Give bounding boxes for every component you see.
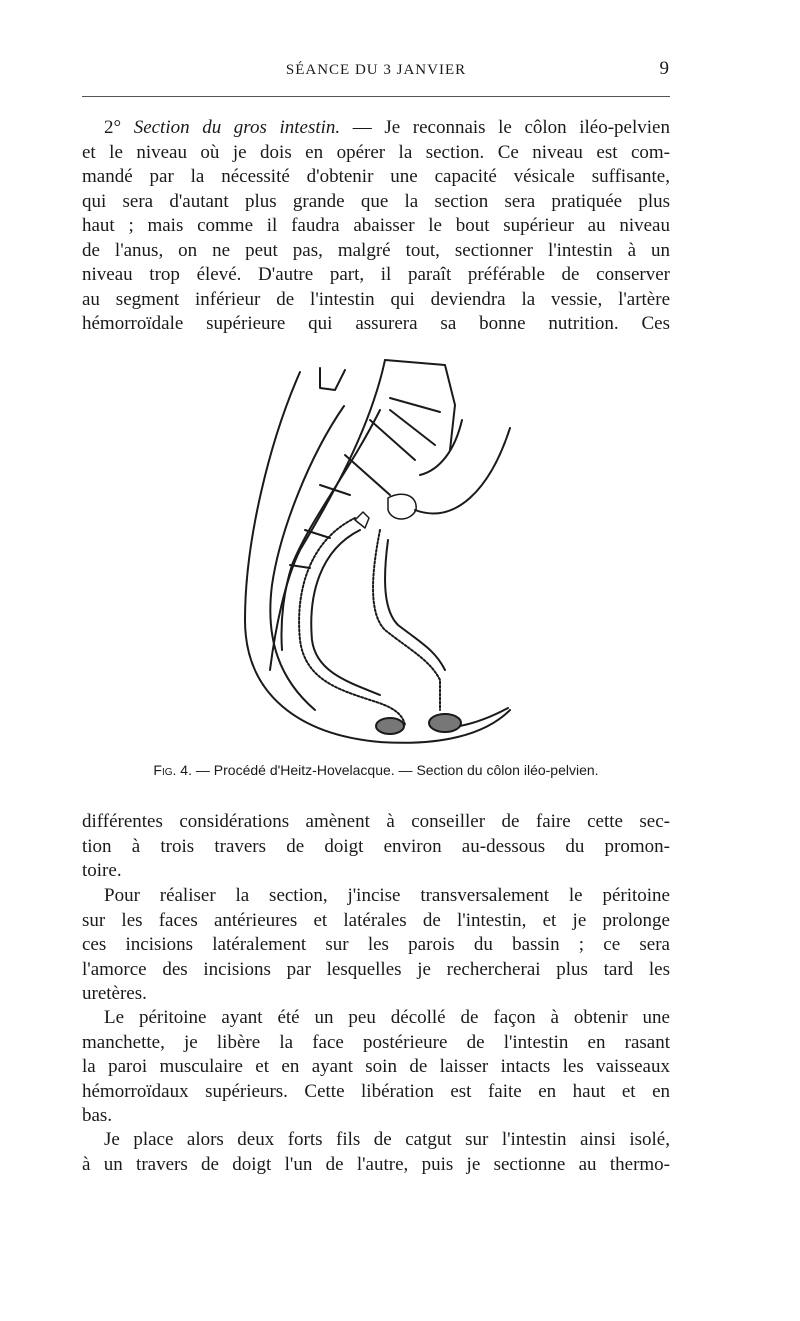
right-upper-curve [420, 420, 462, 475]
paragraph-line: Pour réaliser la section, j'incise transversalement le péritoine [104, 885, 670, 906]
paragraph-line: de l'anus, on ne peut pas, malgré tout, sectionner l'intestin à un [82, 239, 670, 261]
paragraph-peritoine [82, 1006, 670, 1129]
figure-caption-text: — Procédé d'Heitz-Hovelacque. — Section du côlon iléo-pelvien. [192, 762, 599, 778]
figure-label: Fig. 4. [153, 762, 192, 778]
figure-caption [82, 762, 670, 778]
hatched-section-left [376, 718, 404, 734]
paragraph-line: Je place alors deux forts fils de catgut sur l'intestin ainsi isolé, [104, 1129, 670, 1150]
paragraph-line: tion à trois travers de doigt environ au-dessous du promon- [82, 835, 670, 857]
paragraph-line: uretères. [82, 983, 147, 1004]
section-heading: Section du gros intestin. [133, 117, 341, 138]
bowel-segment-line [390, 398, 440, 412]
paragraph-line: haut ; mais comme il faudra abaisser le bout supérieur au niveau [82, 215, 670, 236]
top-left-notch [320, 368, 345, 390]
paragraph-line: hémorroïdale supérieure qui assurera sa bonne nutrition. Ces [82, 313, 670, 334]
paragraph-line: mandé par la nécessité d'obtenir une capacité vésicale suffisante, [82, 166, 670, 187]
rectum-outer [299, 518, 405, 725]
bowel-segment-line [370, 420, 415, 460]
paragraph-line: différentes considérations amènent à conseiller de faire cette sec- [82, 811, 670, 832]
paragraph-line [82, 116, 670, 141]
hatched-section-right [429, 714, 461, 732]
section-number: 2° [104, 117, 134, 138]
paragraph-line: l'amorce des incisions par lesquelles je rechercherai plus tard les [82, 958, 670, 980]
paragraph-line: sur les faces antérieures et latérales de l'intestin, et je prolonge [82, 909, 670, 931]
paragraph-line: toire. [82, 860, 122, 881]
rectum-inner [311, 530, 380, 695]
bowel-inner-wall [281, 410, 380, 650]
bowel-top [385, 360, 455, 450]
section-stump-left [355, 512, 369, 528]
page-number: 9 [659, 58, 670, 79]
paragraph-line: la paroi musculaire et en ayant soin de laisser intacts les vaisseaux [82, 1056, 670, 1077]
running-head [82, 58, 670, 82]
paragraph-continuation [82, 810, 670, 884]
bowel-left-wall [270, 360, 385, 670]
bladder-wall [373, 530, 440, 710]
paragraph-line: bas. [82, 1105, 113, 1126]
running-title: SÉANCE DU 3 JANVIER [285, 62, 467, 78]
paragraph-section-gros-intestin [82, 116, 670, 337]
paragraph-realiser-section [82, 884, 670, 1007]
section-stump-right [388, 494, 416, 519]
header-rule [82, 96, 670, 97]
paragraph-line: et le niveau où je dois en opérer la section. Ce niveau est com- [82, 141, 670, 163]
paragraph-catgut [82, 1128, 670, 1177]
anatomical-figure [240, 350, 540, 750]
bowel-segment-line [390, 410, 435, 445]
paragraph-line: au segment inférieur de l'intestin qui deviendra la vessie, l'artère [82, 288, 670, 310]
paragraph-line: niveau trop élevé. D'autre part, il paraît préférable de conserver [82, 264, 670, 285]
paragraph-line: ces incisions latéralement sur les parois du bassin ; ce sera [82, 934, 670, 955]
paragraph-line: manchette, je libère la face postérieure de l'intestin en rasant [82, 1031, 670, 1053]
paragraph-line: hémorroïdaux supérieurs. Cette libération est faite en haut et en [82, 1080, 670, 1102]
paragraph-line: Le péritoine ayant été un peu décollé de façon à obtenir une [104, 1007, 670, 1028]
bowel-segment-line [345, 455, 390, 495]
inner-sacral-curve [270, 406, 344, 710]
paragraph-line: à un travers de doigt l'un de l'autre, puis je sectionne au thermo- [82, 1153, 670, 1175]
paragraph-line: qui sera d'autant plus grande que la section sera pratiquée plus [82, 190, 670, 212]
bladder-inner [385, 540, 445, 670]
section-heading-rest: — Je reconnais le côlon iléo-pelvien [340, 117, 670, 138]
